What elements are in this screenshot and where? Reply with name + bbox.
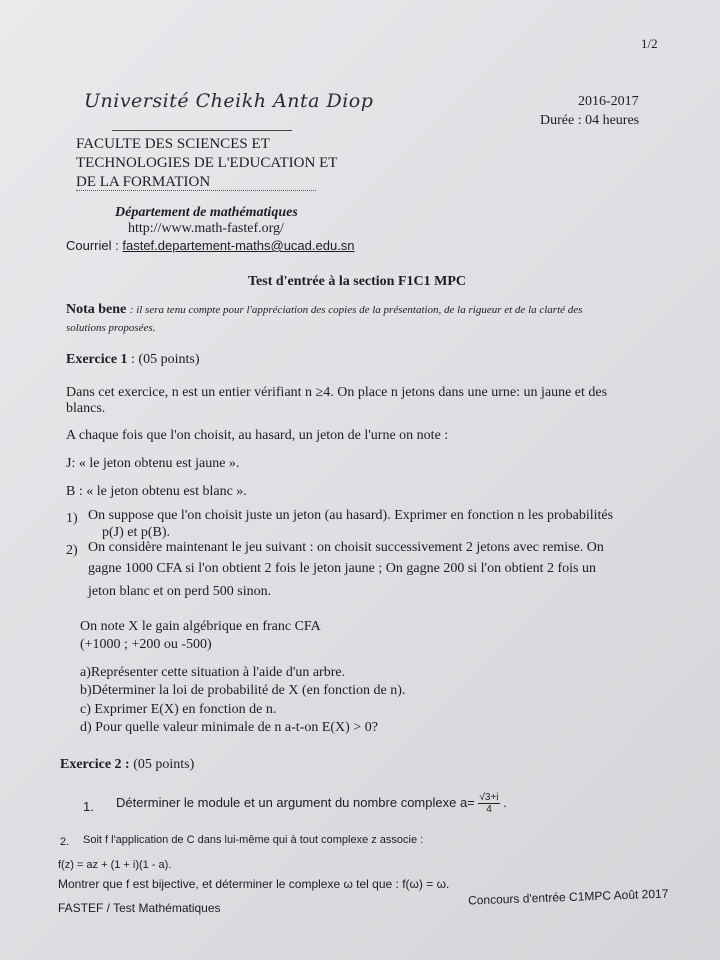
gain-values: (+1000 ; +200 ou -500) <box>80 637 212 652</box>
ex2-q2-number: 2. <box>60 836 70 848</box>
footer-right: Concours d'entrée C1MPC Août 2017 <box>467 886 669 908</box>
nota-bene-text: : il sera tenu compte pour l'appréciation des copies de la présentation, de la rigueur et de la clarté des <box>129 304 583 316</box>
exercise1-title: Exercice 1 <box>66 352 128 367</box>
subquestion-d: d) Pour quelle valeur minimale de n a-t-on E(X) > 0? <box>80 720 378 735</box>
ex2-q1-number: 1. <box>83 799 94 814</box>
department-website: http://www.math-fastef.org/ <box>128 221 284 236</box>
q1-text: On suppose que l'on choisit juste un jeton (au hasard). Exprimer en fonction n les probabilités <box>88 508 614 523</box>
page-number: 1/2 <box>641 36 658 51</box>
exercise1-intro-cont: blancs. <box>66 401 106 416</box>
q2-text-cont: gagne 1000 CFA si l'on obtient 2 fois le jeton jaune ; On gagne 200 si l'on obtient 2 fois un <box>88 561 596 576</box>
q1-number: 1) <box>66 511 78 526</box>
fraction-numerator: √3+i <box>479 792 499 803</box>
complex-fraction <box>478 792 499 815</box>
signature-underline <box>112 130 292 131</box>
email-label: Courriel : <box>66 238 119 253</box>
exercise2-title: Exercice 2 : <box>60 757 130 772</box>
ex2-q1-end: . <box>503 794 507 810</box>
event-white: B : « le jeton obtenu est blanc ». <box>66 484 247 499</box>
function-definition: f(z) = az + (1 + i)(1 - a). <box>58 859 172 871</box>
subquestion-a: a)Représenter cette situation à l'aide d'un arbre. <box>80 665 346 680</box>
gain-definition: On note X le gain algébrique en franc CFA <box>80 619 321 634</box>
ex2-q2-task: Montrer que f est bijective, et déterminer le complexe ω tel que : f(ω) = ω. <box>58 877 450 891</box>
nota-bene <box>66 302 582 318</box>
academic-year: 2016-2017 <box>578 94 639 109</box>
event-yellow: J: « le jeton obtenu est jaune ». <box>66 456 240 471</box>
ex2-q1 <box>116 792 507 815</box>
department-name: Département de mathématiques <box>115 205 298 220</box>
exercise2-heading <box>60 757 194 773</box>
faculty-line: TECHNOLOGIES DE L'EDUCATION ET <box>76 155 338 171</box>
university-signature: Université Cheikh Anta Diop <box>84 90 374 112</box>
faculty-line: FACULTE DES SCIENCES ET <box>76 136 270 152</box>
exam-duration: Durée : 04 heures <box>540 113 640 128</box>
q2-text: On considère maintenant le jeu suivant : on choisit successivement 2 jetons avec remise. On <box>88 540 604 555</box>
q2-number: 2) <box>66 543 78 558</box>
q2-text-cont2: jeton blanc et on perd 500 sinon. <box>88 584 272 599</box>
nota-bene-label: Nota bene <box>66 302 127 317</box>
q1-text-cont: p(J) et p(B). <box>102 525 171 540</box>
exercise1-intro: Dans cet exercice, n est un entier vérifiant n ≥4. On place n jetons dans une urne: un jaune et des <box>66 385 608 400</box>
footer-left: FASTEF / Test Mathématiques <box>58 901 221 915</box>
ex2-q1-text: Déterminer le module et un argument du nombre complexe a= <box>116 794 475 810</box>
document-title: Test d'entrée à la section F1C1 MPC <box>248 274 466 289</box>
exercise1-points: : (05 points) <box>131 352 200 367</box>
faculty-name <box>76 135 337 192</box>
nota-bene-text-cont: solutions proposées. <box>66 322 156 334</box>
exercise2-points: (05 points) <box>133 757 195 772</box>
email-line <box>66 238 355 253</box>
subquestion-b: b)Déterminer la loi de probabilité de X (en fonction de n). <box>80 683 406 698</box>
ex2-q2-text: Soit f l'application de C dans lui-même qui à tout complexe z associe : <box>83 834 424 846</box>
faculty-line: DE LA FORMATION <box>76 174 211 190</box>
email-address: fastef.departement-maths@ucad.edu.sn <box>122 238 355 253</box>
subquestion-c: c) Exprimer E(X) en fonction de n. <box>80 702 277 717</box>
faculty-divider <box>76 190 316 191</box>
exercise1-heading <box>66 352 200 368</box>
exercise1-choose: A chaque fois que l'on choisit, au hasard, un jeton de l'urne on note : <box>66 428 449 443</box>
fraction-denominator: 4 <box>486 804 492 815</box>
